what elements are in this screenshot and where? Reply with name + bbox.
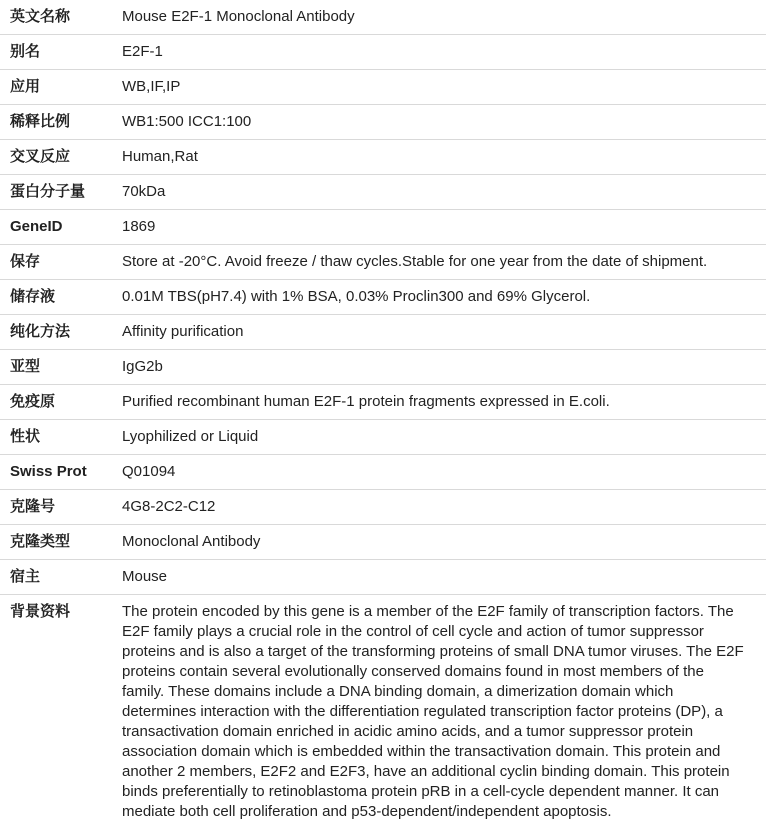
- row-label: 克隆号: [10, 498, 56, 515]
- row-value: Lyophilized or Liquid: [122, 428, 259, 445]
- row-label: 稀释比例: [10, 113, 71, 130]
- row-label: 保存: [10, 253, 41, 270]
- row-value: E2F-1: [122, 43, 163, 60]
- row-label: 纯化方法: [10, 323, 71, 340]
- table-row: [0, 70, 766, 105]
- table-row: [0, 385, 766, 420]
- row-label: 应用: [10, 78, 41, 95]
- row-value: The protein encoded by this gene is a member of the E2F family of transcription factors. The E2F family plays a crucial role in the control of cell cycle and action of tumor suppressor proteins and is also a target of the transforming proteins of small DNA tumor viruses. The E2F proteins contain several evolutionally conserved domains found in most members of the family. These domains include a DNA binding domain, a dimerization domain which determines interaction with the differentiation regulated transcription factor proteins (DP), a transactivation domain enriched in acidic amino acids, and a tumor suppressor protein association domain which is embedded within the transactivation domain. This protein and another 2 members, E2F2 and E2F3, have an additional cyclin binding domain. This protein binds preferentially to retinoblastoma protein pRB in a cell-cycle dependent manner. It can mediate both cell proliferation and p53-dependent/independent apoptosis.: [122, 603, 744, 820]
- row-value: 0.01M TBS(pH7.4) with 1% BSA, 0.03% Proclin300 and 69% Glycerol.: [122, 288, 591, 305]
- table-row: [0, 280, 766, 315]
- row-label: 英文名称: [10, 8, 71, 25]
- row-value: WB1:500 ICC1:100: [122, 113, 252, 130]
- row-label: 性状: [10, 428, 41, 445]
- table-row: [0, 420, 766, 455]
- row-label: 储存液: [10, 288, 56, 305]
- row-label: 背景资料: [10, 603, 71, 620]
- table-row: [0, 560, 766, 595]
- table-row: [0, 595, 766, 828]
- table-row: [0, 245, 766, 280]
- table-row: [0, 490, 766, 525]
- row-label: GeneID: [10, 218, 63, 235]
- row-value: 4G8-2C2-C12: [122, 498, 216, 515]
- row-value: Affinity purification: [122, 323, 244, 340]
- row-value: IgG2b: [122, 358, 163, 375]
- table-row: [0, 210, 766, 245]
- table-row: [0, 350, 766, 385]
- row-value: 70kDa: [122, 183, 166, 200]
- row-label: 蛋白分子量: [10, 183, 86, 200]
- row-value: Q01094: [122, 463, 176, 480]
- row-label: 克隆类型: [10, 533, 71, 550]
- table-row: [0, 525, 766, 560]
- row-value: Human,Rat: [122, 148, 198, 165]
- row-value: Purified recombinant human E2F-1 protein fragments expressed in E.coli.: [122, 393, 610, 410]
- row-label: 交叉反应: [10, 148, 71, 165]
- table-row: [0, 315, 766, 350]
- row-label: 别名: [10, 43, 41, 60]
- row-value: Store at -20°C. Avoid freeze / thaw cycles.Stable for one year from the date of shipment.: [122, 253, 708, 270]
- table-row: [0, 35, 766, 70]
- table-row: [0, 455, 766, 490]
- table-row: [0, 0, 766, 35]
- row-value: Monoclonal Antibody: [122, 533, 261, 550]
- row-label: 宿主: [10, 568, 41, 585]
- table-row: [0, 175, 766, 210]
- row-value: 1869: [122, 218, 156, 235]
- row-value: Mouse E2F-1 Monoclonal Antibody: [122, 8, 355, 25]
- row-label: 免疫原: [10, 393, 56, 410]
- row-label: Swiss Prot: [10, 463, 87, 480]
- table-row: [0, 140, 766, 175]
- row-value: Mouse: [122, 568, 168, 585]
- row-value: WB,IF,IP: [122, 78, 181, 95]
- table-row: [0, 105, 766, 140]
- row-label: 亚型: [10, 358, 41, 375]
